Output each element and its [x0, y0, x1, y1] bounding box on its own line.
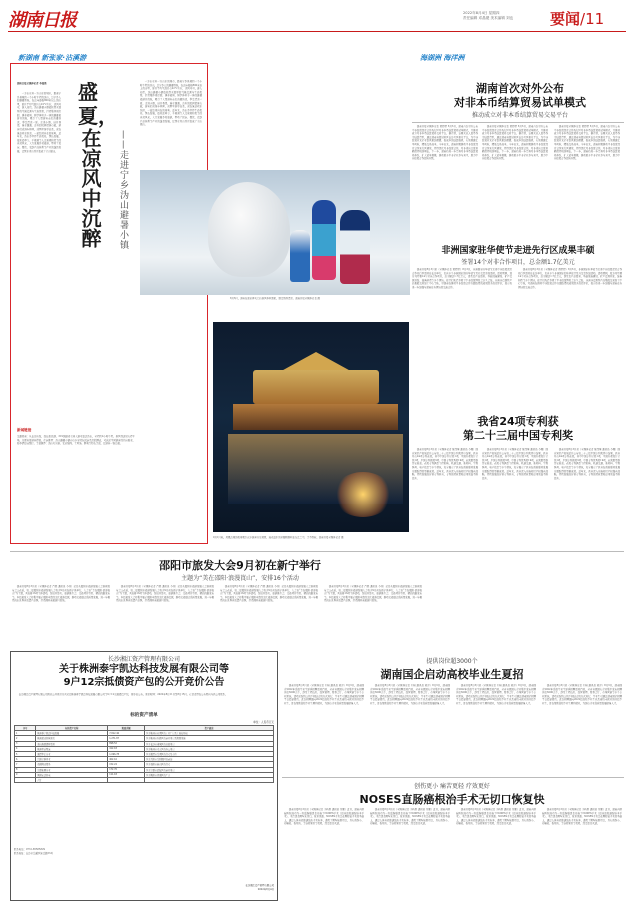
embassy-deck: 签署14个对非合作项目，总金额1.7亿美元 [461, 259, 575, 266]
patents-headline [412, 415, 624, 443]
banner-left-text: 新湖南 新张家·沾溪游 [18, 54, 87, 62]
feature-body-col1: 一方山水养一方山水的城市，距离宁乡县城约一个小时车程的沩山，是宁乡人的避暑胜地。在这座海拔800米以上的山里，夏日平均气温只有22℃左右，凉风习习，游人如织。沩山避暑小镇依托得天独厚的气候资源与生态优势，打造集休闲度假、康养旅居、研学体验于一体的避暑旅游目的地，吸引了大量游客前来消暑纳凉，享受清凉一夏。走进小镇，满目苍翠，溪水潺潺，古朴的民居错落有致，游客们或漫步林间，或围坐茶亭品茗，或在溪边戏水纳凉，一派悠闲自在的景象。近年来，沩山乡坚持生态优先、绿色发展，依托密印寺、千佛洞等人文景观和优美的自然风光，大力发展乡村旅游，带动了民宿、餐饮、农副产品销售等产业的蓬勃发展，让绿水青山真正变成了金山银山。 [17, 92, 61, 153]
feature-title-line2: 在凉风中沉醉 [78, 128, 102, 248]
section-title [550, 8, 604, 29]
shaoyang-body-col1: 湖南日报8月3日讯（全媒体记者 肖燕 通讯员 李伟）记者从邵阳市旅游发展大会新闻发布会上获悉，第二届邵阳市旅游发展大会将于9月初在新宁县举行，大会以“美在邵阳·浪漫崀山”为主题，共安排16项主体活动，包括开幕式、旅游推介会、文旅项目签约、精品线路发布等。本届旅发大会将集中展示邵阳丰富的文化旅游资源，推动文旅融合高质量发展，进一步擦亮崀山世界自然遗产品牌，打造湘西南旅游目的地。 [12, 585, 110, 603]
newspaper-logo: 湖南日报 [8, 10, 76, 31]
notice-sign-date: 2022年8月4日 [257, 887, 274, 891]
notice-table-cell: 1,096.78 [108, 751, 145, 756]
notice-table-unit: 单位：人民币万元 [253, 721, 274, 724]
editor-credit: 责任编辑 邓晶琎 美术编辑 刘也 [463, 16, 514, 20]
lead-deck: 推动成立对非本币结算贸易交易平台 [471, 112, 568, 119]
notice-table-cell: 合计 [36, 777, 108, 782]
notice-table-header-cell: 资产描述 [145, 726, 274, 731]
notice-sign [180, 884, 274, 896]
pagoda-base [233, 404, 398, 430]
notice-table-cell: 172.76 [108, 767, 145, 772]
feature-link-box [17, 428, 135, 538]
pagoda-body [253, 370, 379, 404]
page-number: /11 [580, 10, 605, 28]
notice-title-line2: 9户12宗抵债资产包的公开竞价公告 [63, 676, 225, 688]
notice-table-cell [145, 777, 274, 782]
masthead [8, 6, 626, 30]
lead-headline: 对非本币结算贸易试单模式 [454, 96, 586, 109]
lead-body-col1: 湖南日报全媒体记者 黄婷婷 8月3日，湖南首次对外公布中非经贸深度合作先行区对非本币结算贸易试单模式，并推动成立对非本币结算贸易交易平台。据介绍，该模式以人民币作为结算货币，通过湖南自贸试验区长沙片区相关平台，为中非经贸往来企业提供更加便捷、低成本的结算服务，有效规避汇率风险，降低交易成本。今年以来，湖南积极推动中非经贸深度合作先行区建设，持续深化对非经贸合作，对非进出口贸易额保持较快增长。下一步，湖南将进一步完善对非本币结算贸易体系，扩大试单规模，推动更多中非企业参与其中，助力中非经贸合作提质升级。 [412, 125, 478, 161]
masthead-rule [8, 31, 626, 32]
notice-body: 长沙湘江资产管理有限公司拟以公开竞价方式转让株洲泰宇凯达科技发展有限公司等9户12宗抵债资产包，现予以公告。竞价时间：2022年8月11日至8月15日。有意者请在公告期内与我公司联系。 [18, 693, 228, 696]
notice-table-cell: 株洲泰宇凯达科技发展 [36, 731, 108, 736]
feature-subtitle: ——走进宁乡沩山避暑小镇 [118, 130, 128, 250]
feature-body-col2: 一方山水养一方山水的城市，距离宁乡县城约一个小时车程的沩山，是宁乡人的避暑胜地。在这座海拔800米以上的山里，夏日平均气温只有22℃左右，凉风习习，游人如织。沩山避暑小镇依托得天独厚的气候资源与生态优势，打造集休闲度假、康养旅居、研学体验于一体的避暑旅游目的地，吸引了大量游客前来消暑纳凉，享受清凉一夏。走进小镇，满目苍翠，溪水潺潺，古朴的民居错落有致，游客们或漫步林间，或围坐茶亭品茗，或在溪边戏水纳凉，一派悠闲自在的景象。近年来，沩山乡坚持生态优先、绿色发展，依托密印寺、千佛洞等人文景观和优美的自然风光，大力发展乡村旅游，带动了民宿、餐饮、农副产品销售等产业的蓬勃发展，让绿水青山真正变成了金山银山。 [140, 80, 202, 127]
notice-table-cell: 1 [15, 731, 36, 736]
notice-table-cell: 株洲恒远物流 [36, 746, 108, 751]
notice-company-sign: 长沙湘江资产管理有限公司 [245, 884, 274, 887]
notice-table-cell: 8 [15, 767, 36, 772]
polar-bear-sculpture [208, 182, 290, 277]
noses-body-col1: 湖南日报8月3日讯（全媒体记者 李传胜 通讯员 付鹏）近日，湖南省肿瘤医院成功为一名直肠癌患者实施了NOSES手术（经自然腔道取标本手术），术后患者腹壁无切口，恢复迅速。NOSES手术是在腹腔镜手术的基础上，通过人体自然腔道取出手术标本，避免了腹壁辅助切口，具有创伤小、疼痛轻、恢复快、美容效果好等优势，深受患者欢迎。 [284, 808, 364, 826]
notice-table-cell: 402.16 [108, 757, 145, 762]
notice-table-cell: 2 [15, 736, 36, 741]
embassy-body-col2: 湖南日报8月3日讯（全媒体记者 黄婷婷）8月3日，非洲国家驻华使节走进中非经贸深度合作先行区活动在长沙举行，来自多个非洲国家的驻华使节及外交官参加活动。活动期间，双方共签署14个对非合作项目，总金额达1.7亿美元，涉及农产品贸易、基础设施建设、矿产资源开发、装备制造等多个领域。使节们先后参观了中非经贸博览会永久会址、非洲非资源性产品集散交易加工中心等地，对湖南在推动中非经贸合作方面取得的成效给予高度评价，表示将进一步加强与湖南在各领域的交流合作。 [518, 268, 622, 289]
patents-body-col3: 湖南日报8月3日讯（全媒体记者 陈淦璋 通讯员 李娜）国家知识产权局近日公布第二十三届中国专利奖评审结果，我省共有24项专利获奖，其中中国专利金奖1项、中国外观设计金奖1项、中国专利银奖3项、中国专利优秀奖19项，获奖数量创历史新高。获奖专利涵盖工程机械、轨道交通、新材料、生物医药、电子信息等多个领域，充分展示了我省在创新驱动发展方面取得的显著成效。近年来，我省深入实施知识产权强省战略，持续加强高价值专利培育，专利创造质量和运用效益不断提升。 [554, 448, 620, 480]
link-box-title: 新闻链接 [17, 428, 32, 432]
notice-table-cell [108, 777, 145, 782]
noses-rule [282, 777, 624, 778]
shaoyang-rule [10, 551, 624, 552]
embassy-headline: 非洲国家驻华使节走进先行区成果丰硕 [441, 246, 595, 256]
notice-title [12, 664, 276, 689]
grad-kicker: 提供岗位超3000个 [426, 658, 478, 665]
notice-table-cell: 衡阳宏达机电 [36, 772, 108, 777]
child-figure-left [312, 200, 336, 280]
notice-table [14, 725, 274, 783]
patents-body-col1: 湖南日报8月3日讯（全媒体记者 陈淦璋 通讯员 李娜）国家知识产权局近日公布第二十三届中国专利奖评审结果，我省共有24项专利获奖，其中中国专利金奖1项、中国外观设计金奖1项、中国专利银奖3项、中国专利优秀奖19项，获奖数量创历史新高。获奖专利涵盖工程机械、轨道交通、新材料、生物医药、电子信息等多个领域，充分展示了我省在创新驱动发展方面取得的显著成效。近年来，我省深入实施知识产权强省战略，持续加强高价值专利培育，专利创造质量和运用效益不断提升。 [412, 448, 478, 480]
lead-body-col2: 湖南日报全媒体记者 黄婷婷 8月3日，湖南首次对外公布中非经贸深度合作先行区对非本币结算贸易试单模式，并推动成立对非本币结算贸易交易平台。据介绍，该模式以人民币作为结算货币，通过湖南自贸试验区长沙片区相关平台，为中非经贸往来企业提供更加便捷、低成本的结算服务，有效规避汇率风险，降低交易成本。今年以来，湖南积极推动中非经贸深度合作先行区建设，持续深化对非经贸合作，对非进出口贸易额保持较快增长。下一步，湖南将进一步完善对非本币结算贸易体系，扩大试单规模，推动更多中非企业参与其中，助力中非经贸合作提质升级。 [482, 125, 548, 161]
notice-table-header-cell: 标的资产名称 [36, 726, 108, 731]
grad-body-col3: 湖南日报8月3日讯（全媒体记者 王晗 通讯员 刘洋）8月3日，湖南国企2022年高校毕业生夏季招聘活动启动，全省省属国有企业集中发布招聘岗位3000余个，涉及工程技术、经营管理、财务会计、市场营销等多个专业领域。活动采取线上线下相结合的方式进行，毕业生可通过湖南国企招聘平台投递简历。此次招聘面向2022届高校毕业生以及离校未就业的往届毕业生，旨在帮助高校毕业生顺利就业，为国有企业高质量发展储备人才。 [456, 684, 536, 705]
notice-table-cell: 7,812.46 [108, 731, 145, 736]
notice-contact [14, 848, 274, 888]
notice-table-cell: 位于衡阳市蒸湘区的厂房 [145, 772, 274, 777]
notice-table-cell: 6 [15, 757, 36, 762]
banner-left [18, 45, 148, 62]
night-photo-caption: 9月1日晚，凤凰古城的夜景吸引众多游客驻足观赏，流光溢彩的吊脚楼倒映在沱江之中，美不胜收。湖南日报全媒体记者 摄 [213, 536, 344, 539]
grad-body-col4: 湖南日报8月3日讯（全媒体记者 王晗 通讯员 刘洋）8月3日，湖南国企2022年高校毕业生夏季招聘活动启动，全省省属国有企业集中发布招聘岗位3000余个，涉及工程技术、经营管理、财务会计、市场营销等多个专业领域。活动采取线上线下相结合的方式进行，毕业生可通过湖南国企招聘平台投递简历。此次招聘面向2022届高校毕业生以及离校未就业的往届毕业生，旨在帮助高校毕业生顺利就业，为国有企业高质量发展储备人才。 [542, 684, 622, 705]
notice-table-wrap [14, 725, 274, 783]
notice-table-cell: 111.18 [108, 772, 145, 777]
notice-table-cell: 岳阳金泰置业 [36, 757, 108, 762]
patents-body-col2: 湖南日报8月3日讯（全媒体记者 陈淦璋 通讯员 李娜）国家知识产权局近日公布第二十三届中国专利奖评审结果，我省共有24项专利获奖，其中中国专利金奖1项、中国外观设计金奖1项、中国专利银奖3项、中国专利优秀奖19项，获奖数量创历史新高。获奖专利涵盖工程机械、轨道交通、新材料、生物医药、电子信息等多个领域，充分展示了我省在创新驱动发展方面取得的显著成效。近年来，我省深入实施知识产权强省战略，持续加强高价值专利培育，专利创造质量和运用效益不断提升。 [482, 448, 548, 480]
snow-photo-caption: 8月3日，游客在张家界天门山景区体验溜索，感受别样清凉。湖南日报全媒体记者 摄 [230, 297, 320, 300]
grad-body-col1: 湖南日报8月3日讯（全媒体记者 王晗 通讯员 刘洋）8月3日，湖南国企2022年高校毕业生夏季招聘活动启动，全省省属国有企业集中发布招聘岗位3000余个，涉及工程技术、经营管理、财务会计、市场营销等多个专业领域。活动采取线上线下相结合的方式进行，毕业生可通过湖南国企招聘平台投递简历。此次招聘面向2022届高校毕业生以及离校未就业的往届毕业生，旨在帮助高校毕业生顺利就业，为国有企业高质量发展储备人才。 [284, 684, 364, 705]
patents-headline-line1: 我省24项专利获 [477, 415, 559, 428]
shaoyang-deck: 主题为“美在邵阳·浪漫崀山”，安排16个活动 [181, 575, 299, 582]
notice-table-cell: 位于岳阳市岳阳楼区的商铺 [145, 757, 274, 762]
noses-body-col4: 湖南日报8月3日讯（全媒体记者 李传胜 通讯员 付鹏）近日，湖南省肿瘤医院成功为一名直肠癌患者实施了NOSES手术（经自然腔道取标本手术），术后患者腹壁无切口，恢复迅速。NOSES手术是在腹腔镜手术的基础上，通过人体自然腔道取出手术标本，避免了腹壁辅助切口，具有创伤小、疼痛轻、恢复快、美容效果好等优势，深受患者欢迎。 [542, 808, 622, 826]
notice-contact-address: 联系地址：长沙市岳麓区滨江路53号 [14, 851, 53, 855]
child-figure-right [340, 210, 370, 284]
notice-table-cell: 898.52 [108, 741, 145, 746]
notice-title-line1: 关于株洲泰宇凯达科技发展有限公司等 [59, 664, 229, 675]
pagoda-top [275, 352, 357, 370]
notice-table-cell: 1,271.87 [108, 736, 145, 741]
notice-contact-tel: 联系电话：0731-85585829 [14, 848, 46, 851]
notice-org: 长沙湘江资产管理有限公司 [107, 656, 180, 663]
night-photo [213, 322, 409, 532]
notice-table-title: 标的资产清单 [130, 713, 158, 718]
feature-byline: 湖南日报全媒体记者 李曼斯 [17, 82, 47, 85]
grad-headline: 湖南国企启动高校毕业生夏招 [380, 668, 524, 681]
notice-table-cell: 7 [15, 762, 36, 767]
notice-table-cell: 位于湘潭市岳塘区的住宅及车位 [145, 751, 274, 756]
feature-title-line1: 盛夏， [78, 80, 118, 128]
notice-table-cell: 位于株洲市天元区的办公用房 [145, 746, 274, 751]
notice-table-cell: 412.18 [108, 746, 145, 751]
notice-table-cell: 152.24 [108, 762, 145, 767]
shaoyang-body-col2: 湖南日报8月3日讯（全媒体记者 肖燕 通讯员 李伟）记者从邵阳市旅游发展大会新闻发布会上获悉，第二届邵阳市旅游发展大会将于9月初在新宁县举行，大会以“美在邵阳·浪漫崀山”为主题，共安排16项主体活动，包括开幕式、旅游推介会、文旅项目签约、精品线路发布等。本届旅发大会将集中展示邵阳丰富的文化旅游资源，推动文旅融合高质量发展，进一步擦亮崀山世界自然遗产品牌，打造湘西南旅游目的地。 [116, 585, 214, 603]
notice-table-cell: 位于常德市武陵区的商业用房 [145, 767, 274, 772]
date-line: 2022年8月4日 星期四 [463, 11, 500, 15]
notice-table-cell: 常德和顺实业 [36, 767, 108, 772]
notice-table-cell: 位于长沙市望城区的仓储用房 [145, 741, 274, 746]
notice-table-header-cell: 账面余额 [108, 726, 145, 731]
editor-line [463, 11, 513, 21]
shaoyang-body-col4: 湖南日报8月3日讯（全媒体记者 肖燕 通讯员 李伟）记者从邵阳市旅游发展大会新闻发布会上获悉，第二届邵阳市旅游发展大会将于9月初在新宁县举行，大会以“美在邵阳·浪漫崀山”为主题，共安排16项主体活动，包括开幕式、旅游推介会、文旅项目签约、精品线路发布等。本届旅发大会将集中展示邵阳丰富的文化旅游资源，推动文旅融合高质量发展，进一步擦亮崀山世界自然遗产品牌，打造湘西南旅游目的地。 [324, 585, 422, 603]
grad-body-col2: 湖南日报8月3日讯（全媒体记者 王晗 通讯员 刘洋）8月3日，湖南国企2022年高校毕业生夏季招聘活动启动，全省省属国有企业集中发布招聘岗位3000余个，涉及工程技术、经营管理、财务会计、市场营销等多个专业领域。活动采取线上线下相结合的方式进行，毕业生可通过湖南国企招聘平台投递简历。此次招聘面向2022届高校毕业生以及离校未就业的往届毕业生，旨在帮助高校毕业生顺利就业，为国有企业高质量发展储备人才。 [370, 684, 450, 705]
lead-body-col3: 湖南日报全媒体记者 黄婷婷 8月3日，湖南首次对外公布中非经贸深度合作先行区对非本币结算贸易试单模式，并推动成立对非本币结算贸易交易平台。据介绍，该模式以人民币作为结算货币，通过湖南自贸试验区长沙片区相关平台，为中非经贸往来企业提供更加便捷、低成本的结算服务，有效规避汇率风险，降低交易成本。今年以来，湖南积极推动中非经贸深度合作先行区建设，持续深化对非经贸合作，对非进出口贸易额保持较快增长。下一步，湖南将进一步完善对非本币结算贸易体系，扩大试单规模，推动更多中非企业参与其中，助力中非经贸合作提质升级。 [554, 125, 620, 161]
notice-table-cell: 位于株洲市荷塘区的工业厂房及土地使用权 [145, 731, 274, 736]
notice-table-row [15, 777, 274, 782]
notice-table-body [15, 731, 274, 783]
notice-table-cell: 5 [15, 751, 36, 756]
child-figure-center [290, 230, 310, 282]
section-name: 要闻 [550, 10, 581, 28]
noses-body-col3: 湖南日报8月3日讯（全媒体记者 李传胜 通讯员 付鹏）近日，湖南省肿瘤医院成功为一名直肠癌患者实施了NOSES手术（经自然腔道取标本手术），术后患者腹壁无切口，恢复迅速。NOSES手术是在腹腔镜手术的基础上，通过人体自然腔道取出手术标本，避免了腹壁辅助切口，具有创伤小、疼痛轻、恢复快、美容效果好等优势，深受患者欢迎。 [456, 808, 536, 826]
banner-right-text: 海湖洲 海洋洲 [420, 54, 465, 62]
noses-body-col2: 湖南日报8月3日讯（全媒体记者 李传胜 通讯员 付鹏）近日，湖南省肿瘤医院成功为一名直肠癌患者实施了NOSES手术（经自然腔道取标本手术），术后患者腹壁无切口，恢复迅速。NOSES手术是在腹腔镜手术的基础上，通过人体自然腔道取出手术标本，避免了腹壁辅助切口，具有创伤小、疼痛轻、恢复快、美容效果好等优势，深受患者欢迎。 [370, 808, 450, 826]
lead-kicker-text: 湖南首次对外公布 [476, 82, 564, 95]
notice-table-cell: 3 [15, 741, 36, 746]
notice-table-cell: 9 [15, 772, 36, 777]
notice-table-cell: 湖南鑫源建材贸易 [36, 741, 108, 746]
link-box-body: 交通指南：从长沙出发，经长张高速、319国道或金洲大道可直达沩山，全程约2小时车程。景区周边设有停车场，方便自驾游客停放。住宿推荐：沩山避暑小镇内有多家特色民宿及度假酒店，可满足不同游客的住宿需求，旺季请提前预订。美食推荐：沩山毛尖茶、农家腊肉、土鸡汤、野菜等特色美食，让游客一饱口福。 [17, 435, 135, 446]
notice-table-cell [15, 777, 36, 782]
notice-table-cell: 益阳隆盛贸易 [36, 762, 108, 767]
notice-table-cell: 湘潭华信实业 [36, 751, 108, 756]
shaoyang-headline: 邵阳市旅发大会9月初在新宁举行 [159, 559, 321, 572]
notice-table-cell: 位于益阳市赫山区的住宅 [145, 762, 274, 767]
notice-table-cell: 株洲瑞盛机械制造 [36, 736, 108, 741]
noses-headline: NOSES直肠癌根治手术无切口恢复快 [359, 793, 545, 806]
banner-right [420, 45, 510, 62]
patents-headline-line2: 第二十三届中国专利奖 [463, 429, 573, 442]
shaoyang-body-col3: 湖南日报8月3日讯（全媒体记者 肖燕 通讯员 李伟）记者从邵阳市旅游发展大会新闻发布会上获悉，第二届邵阳市旅游发展大会将于9月初在新宁县举行，大会以“美在邵阳·浪漫崀山”为主题，共安排16项主体活动，包括开幕式、旅游推介会、文旅项目签约、精品线路发布等。本届旅发大会将集中展示邵阳丰富的文化旅游资源，推动文旅融合高质量发展，进一步擦亮崀山世界自然遗产品牌，打造湘西南旅游目的地。 [220, 585, 318, 603]
lead-rule [412, 122, 624, 123]
snow-photo [140, 170, 410, 295]
fireworks-glow [333, 472, 393, 517]
noses-kicker: 创伤更小 痛苦更轻 疗效更好 [414, 783, 490, 790]
embassy-body-col1: 湖南日报8月3日讯（全媒体记者 黄婷婷）8月3日，非洲国家驻华使节走进中非经贸深度合作先行区活动在长沙举行，来自多个非洲国家的驻华使节及外交官参加活动。活动期间，双方共签署14个对非合作项目，总金额达1.7亿美元，涉及农产品贸易、基础设施建设、矿产资源开发、装备制造等多个领域。使节们先后参观了中非经贸博览会永久会址、非洲非资源性产品集散交易加工中心等地，对湖南在推动中非经贸合作方面取得的成效给予高度评价，表示将进一步加强与湖南在各领域的交流合作。 [412, 268, 512, 289]
notice-table-cell: 位于株洲市石峰区的商业用房及附属设施 [145, 736, 274, 741]
notice-table-cell: 4 [15, 746, 36, 751]
notice-table-header-cell: 序号 [15, 726, 36, 731]
